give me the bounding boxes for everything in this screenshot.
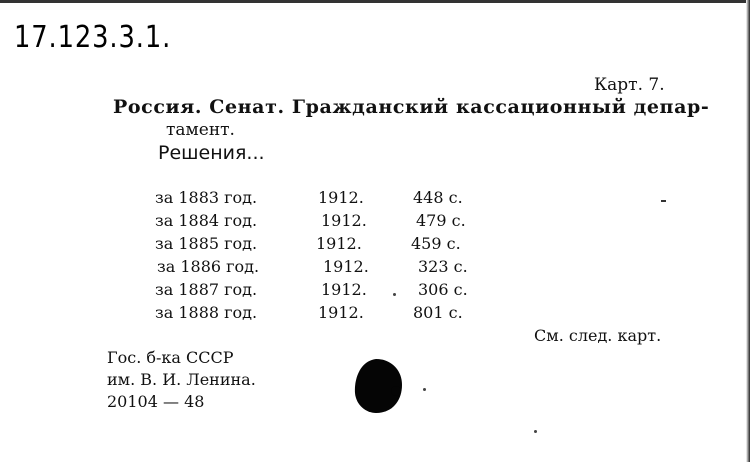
volume-published: 1912.: [323, 257, 369, 276]
volume-pages: 306 с.: [418, 280, 468, 299]
volume-row: [0, 188, 750, 210]
volume-published: 1912.: [318, 188, 364, 207]
volume-row: [0, 257, 750, 279]
ink-blot: [352, 357, 404, 415]
volume-row: [0, 211, 750, 233]
main-heading: Россия. Сенат. Гражданский кассационный депар-: [113, 96, 710, 118]
subtitle: Решения...: [158, 142, 265, 164]
library-stamp: [107, 347, 256, 413]
library-stamp-line: Гос. б-ка СССР: [107, 348, 234, 367]
library-stamp-line: им. В. И. Ленина.: [107, 370, 256, 389]
volume-year: за 1886 год.: [157, 257, 260, 276]
library-stamp-line: 20104 — 48: [107, 392, 205, 411]
volume-year: за 1885 год.: [155, 234, 258, 253]
volume-pages: 801 с.: [413, 303, 463, 322]
volume-published: 1912.: [321, 211, 367, 230]
volume-pages: 323 с.: [418, 257, 468, 276]
stray-speck: [393, 293, 396, 296]
volume-pages: 448 с.: [413, 188, 463, 207]
volume-pages: 459 с.: [411, 234, 461, 253]
volume-year: за 1884 год.: [155, 211, 258, 230]
volume-pages: 479 с.: [416, 211, 466, 230]
volume-year: за 1887 год.: [155, 280, 258, 299]
call-number: 17.123.3.1.: [14, 20, 172, 55]
volume-published: 1912.: [318, 303, 364, 322]
volume-row: [0, 280, 750, 302]
main-heading-continued: тамент.: [166, 120, 235, 140]
stray-speck: [534, 430, 537, 433]
card-top-edge: [0, 0, 750, 3]
stray-mark: [661, 200, 666, 202]
stray-speck: [423, 388, 426, 391]
volume-year: за 1888 год.: [155, 303, 258, 322]
volume-year: за 1883 год.: [155, 188, 258, 207]
volume-row: [0, 234, 750, 256]
volume-published: 1912.: [316, 234, 362, 253]
card-number: Карт. 7.: [594, 75, 665, 95]
see-next-card-note: См. след. карт.: [534, 326, 662, 345]
volume-published: 1912.: [321, 280, 367, 299]
volume-row: [0, 303, 750, 325]
